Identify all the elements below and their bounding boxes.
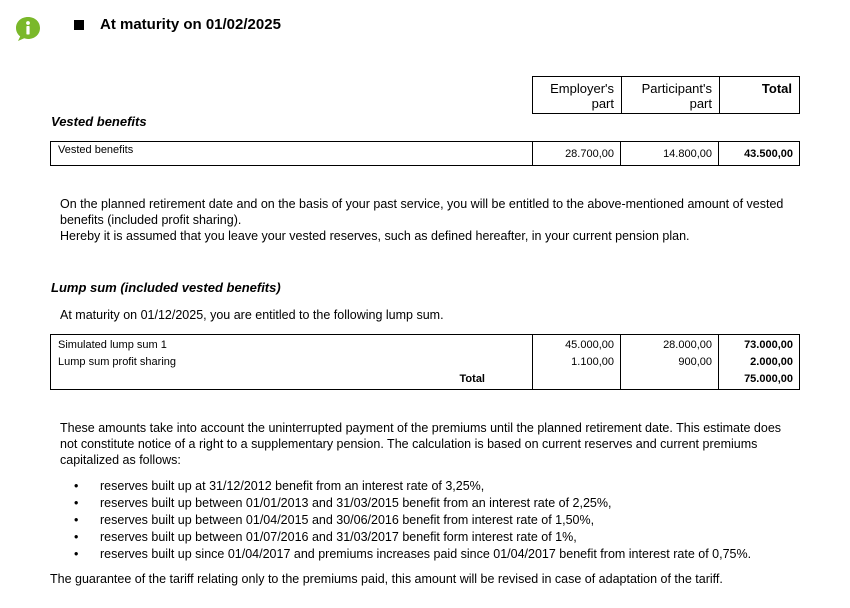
lump-sum-row-2-label: Lump sum profit sharing	[58, 356, 176, 368]
total-header: Total	[761, 81, 792, 96]
lump-sum-row-2-participant: 900,00	[678, 356, 712, 368]
lump-sum-table	[50, 334, 800, 390]
vested-explanation-line-2: Hereby it is assumed that you leave your vested reserves, such as defined hereafter, in your current pension plan.	[60, 229, 690, 243]
vested-explanation	[60, 196, 800, 244]
vested-employer-value: 28.700,00	[565, 148, 614, 160]
lump-sum-row-1-participant: 28.000,00	[663, 339, 712, 351]
title-bullet	[74, 20, 84, 30]
column-headers	[532, 76, 800, 114]
lump-sum-row-1-total: 73.000,00	[744, 339, 793, 351]
list-item: • reserves built up between 01/01/2013 and 31/03/2015 benefit from an interest rate of 2,25%,	[60, 495, 820, 512]
lump-sum-grand-total: 75.000,00	[744, 373, 793, 385]
lump-sum-section-title: Lump sum (included vested benefits)	[51, 280, 281, 295]
vested-explanation-line-1: On the planned retirement date and on the basis of your past service, you will be entitled to the above-mentioned amount of vested benefits (included profit sharing).	[60, 197, 784, 227]
vested-benefits-table	[50, 141, 800, 166]
info-icon[interactable]	[14, 15, 42, 43]
vested-benefits-section-title: Vested benefits	[51, 114, 147, 129]
vested-participant-value: 14.800,00	[663, 148, 712, 160]
list-item: • reserves built up at 31/12/2012 benefit from an interest rate of 3,25%,	[60, 478, 820, 495]
lump-sum-row-2-employer: 1.100,00	[571, 356, 614, 368]
lump-sum-row-1-label: Simulated lump sum 1	[58, 339, 167, 351]
lump-sum-row-2-total: 2.000,00	[750, 356, 793, 368]
lump-sum-row-1-employer: 45.000,00	[565, 339, 614, 351]
page-header	[74, 16, 281, 33]
lump-sum-intro: At maturity on 01/12/2025, you are entitled to the following lump sum.	[60, 308, 444, 322]
tariff-guarantee-note: The guarantee of the tariff relating only to the premiums paid, this amount will be revised in case of adaptation of the tariff.	[50, 572, 723, 586]
page-title: At maturity on 01/02/2025	[100, 16, 281, 33]
interest-rate-list	[60, 478, 820, 563]
lump-sum-total-label: Total	[459, 373, 485, 385]
calculation-notes: These amounts take into account the uninterrupted payment of the premiums until the planned retirement date. This estimate does not constitute notice of a right to a supplementary pension. The calculation is based on current reserves and current premiums capitalized as follows:	[60, 421, 782, 467]
employer-part-header: Employer's part	[550, 81, 614, 111]
participant-part-header: Participant's part	[641, 81, 712, 111]
list-item: • reserves built up between 01/04/2015 and 30/06/2016 benefit from interest rate of 1,50%,	[60, 512, 820, 529]
list-item: • reserves built up since 01/04/2017 and premiums increases paid since 01/04/2017 benefit from interest rate of 0,75%.	[60, 546, 820, 563]
list-item: • reserves built up between 01/07/2016 and 31/03/2017 benefit form interest rate of 1%,	[60, 529, 820, 546]
vested-row-label: Vested benefits	[58, 144, 134, 156]
vested-total-value: 43.500,00	[744, 148, 793, 160]
